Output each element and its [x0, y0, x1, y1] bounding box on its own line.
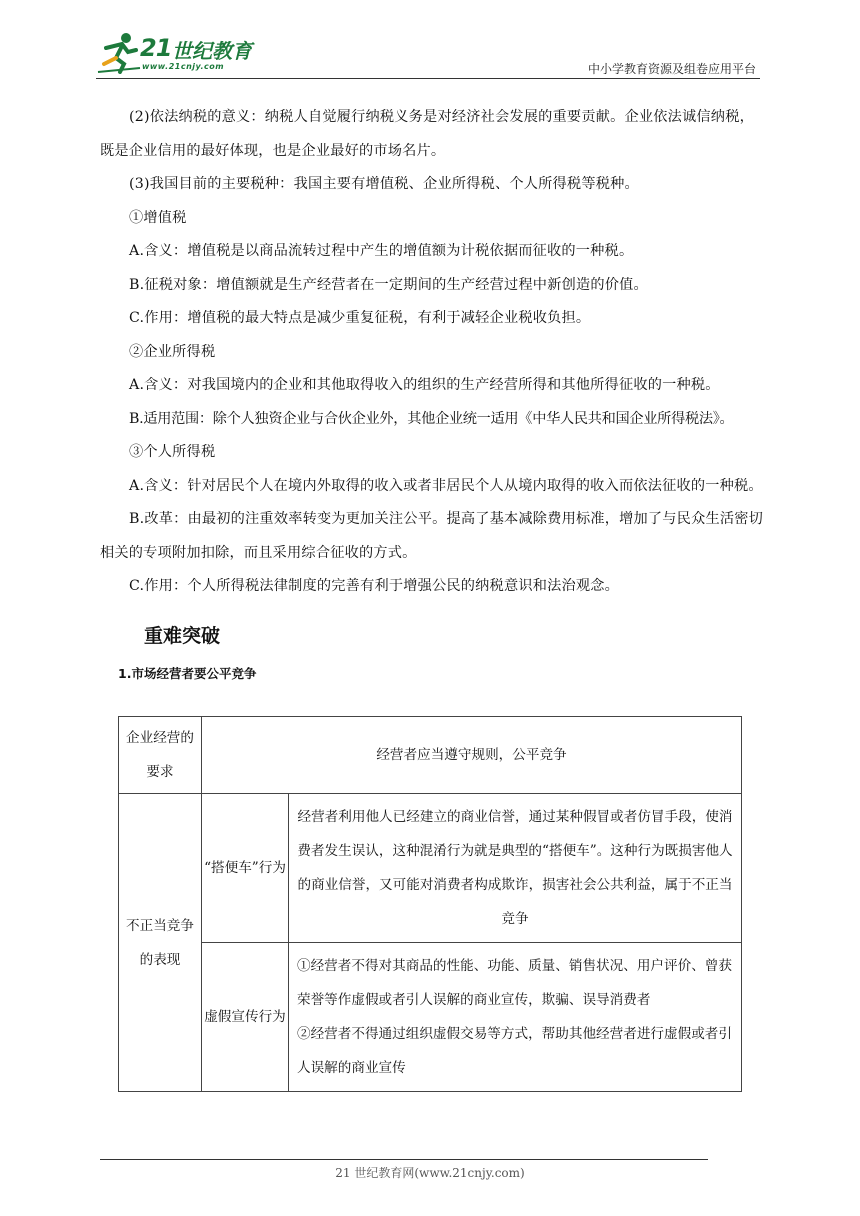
runner-icon	[96, 32, 142, 74]
page-header	[96, 30, 760, 80]
paragraph: ①增值税	[129, 209, 187, 226]
paragraph: (3)我国目前的主要税种：我国主要有增值税、企业所得税、个人所得税等税种。	[129, 176, 639, 192]
logo-word: 世纪教育	[172, 39, 252, 63]
paragraph: (2)依法纳税的意义：纳税人自觉履行纳税义务是对经济社会发展的重要贡献。企业依法诚信纳税，既是企业信用的最好体现，也是企业最好的市场名片。	[100, 109, 754, 159]
table-row	[119, 717, 742, 794]
logo-number: 21	[140, 34, 172, 62]
paragraph: C.作用：增值税的最大特点是减少重复征税，有利于减轻企业税收负担。	[129, 310, 591, 326]
paragraph: B.适用范围：除个人独资企业与合伙企业外，其他企业统一适用《中华人民共和国企业所得税法》。	[129, 410, 734, 427]
footer-link[interactable]: 21 世纪教育网(www.21cnjy.com)	[335, 1166, 525, 1180]
paragraph: C.作用：个人所得税法律制度的完善有利于增强公民的纳税意识和法治观念。	[129, 578, 620, 594]
table-cell-free-rider-label: “搭便车”行为	[202, 794, 289, 943]
footer-divider	[100, 1159, 708, 1160]
table-cell-unfair-label: 不正当竞争的表现	[119, 794, 202, 1092]
table-row	[119, 794, 742, 943]
table-cell-requirement-label: 企业经营的要求	[119, 717, 202, 794]
paragraph: B.改革：由最初的注重效率转变为更加关注公平。提高了基本减除费用标准，增加了与民众生活密切相关的专项附加扣除，而且采用综合征收的方式。	[100, 511, 764, 561]
table-cell-false-ad-label: 虚假宣传行为	[202, 943, 289, 1092]
logo-url: www.21cnjy.com	[142, 62, 225, 71]
table-cell-false-ad-text	[289, 943, 742, 1092]
document-body	[100, 101, 764, 688]
false-ad-rule-2: ②经营者不得通过组织虚假交易等方式，帮助其他经营者进行虚假或者引人误解的商业宣传	[297, 1026, 732, 1076]
false-ad-rule-1: ①经营者不得对其商品的性能、功能、质量、销售状况、用户评价、曾获荣誉等作虚假或者引人误解的商业宣传，欺骗、误导消费者	[297, 958, 732, 1008]
competition-table	[118, 716, 742, 1092]
paragraph: A.含义：针对居民个人在境内外取得的收入或者非居民个人从境内取得的收入而依法征收的一种税。	[129, 477, 763, 494]
table-caption: 1.市场经营者要公平竞争	[118, 665, 257, 681]
header-divider	[96, 78, 760, 79]
table-cell-free-rider-text: 经营者利用他人已经建立的商业信誉，通过某种假冒或者仿冒手段，使消费者发生误认，这种混淆行为就是典型的“搭便车”。这种行为既损害他人的商业信誉，又可能对消费者构成欺诈，损害社会公共利益，属于不正当竞争	[289, 794, 742, 943]
table-row	[119, 943, 742, 1092]
paragraph: A.含义：对我国境内的企业和其他取得收入的组织的生产经营所得和其他所得征收的一种税。	[129, 377, 720, 393]
platform-tagline: 中小学教育资源及组卷应用平台	[587, 62, 756, 76]
section-title: 重难突破	[144, 624, 221, 647]
paragraph: A.含义：增值税是以商品流转过程中产生的增值额为计税依据而征收的一种税。	[129, 243, 634, 259]
table-cell-requirement-value: 经营者应当遵守规则，公平竞争	[202, 717, 742, 794]
paragraph: ③个人所得税	[129, 444, 216, 460]
paragraph: ②企业所得税	[129, 343, 216, 360]
site-logo[interactable]	[96, 30, 266, 76]
paragraph: B.征税对象：增值额就是生产经营者在一定期间的生产经营过程中新创造的价值。	[129, 276, 648, 293]
